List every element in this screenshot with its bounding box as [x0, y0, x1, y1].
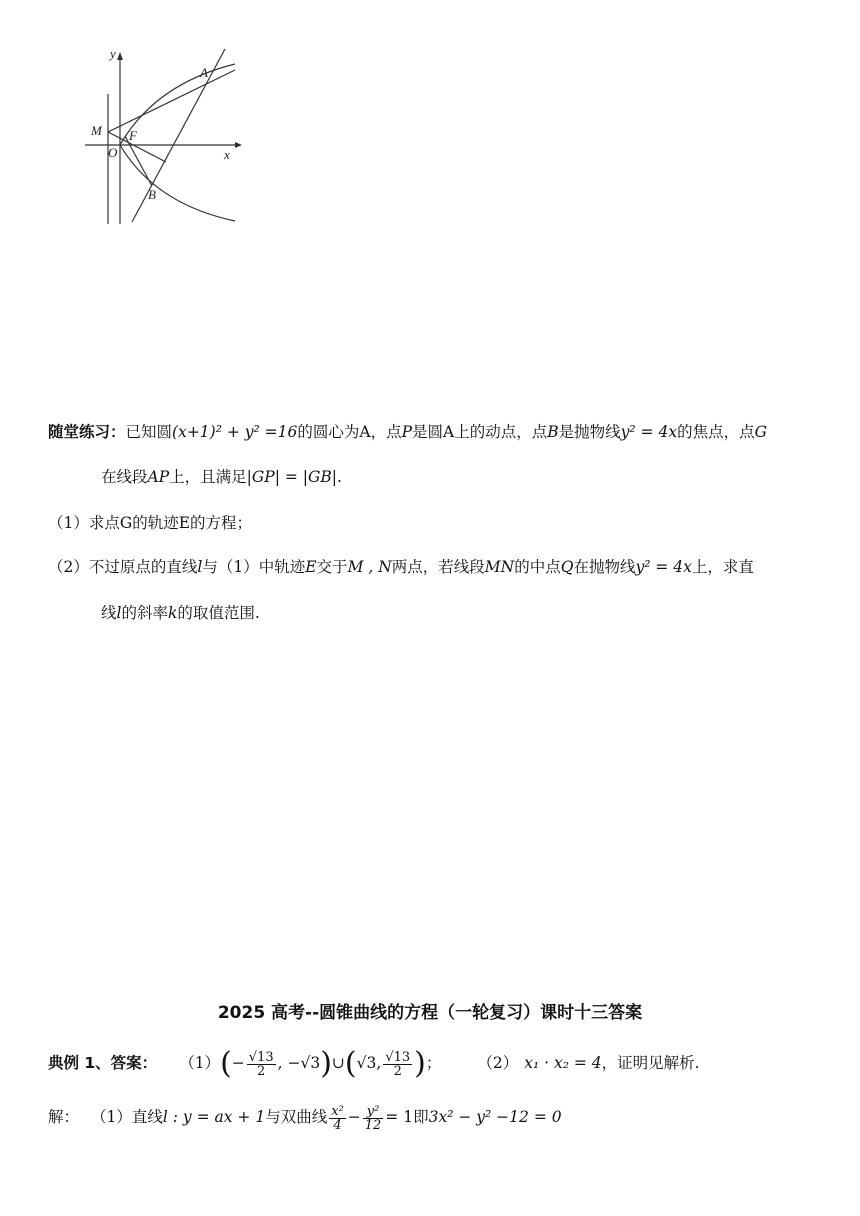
var-ap: AP	[147, 468, 170, 486]
question-2-line-1	[48, 560, 754, 576]
part-2-label: （2）	[477, 1054, 519, 1073]
text: 上，求直	[691, 558, 754, 576]
text: 在线段	[101, 468, 148, 486]
paren: )	[414, 1046, 426, 1081]
fraction-y2-over-12	[363, 1105, 384, 1132]
line-equation: l : y = ax + 1	[162, 1108, 266, 1127]
label-y: y	[110, 46, 116, 61]
text: 即	[413, 1108, 429, 1127]
y-axis-arrow	[117, 52, 123, 60]
text: 的焦点，点	[677, 423, 755, 441]
text: （2）不过原点的直线	[48, 558, 198, 576]
parabola-curve	[120, 64, 235, 221]
numerator: √13	[248, 1049, 274, 1065]
text: 与双曲线	[265, 1108, 328, 1127]
text: 的斜率	[121, 604, 168, 622]
text: 的圆心为A，点	[297, 423, 402, 441]
text: 上，且满足	[169, 468, 247, 486]
parabola-equation: y² = 4x	[620, 423, 678, 441]
minus: −	[231, 1054, 245, 1073]
neg-sqrt3: , −√3	[277, 1054, 321, 1073]
var-l: l	[197, 558, 203, 576]
denominator: 12	[364, 1117, 382, 1133]
union: ∪	[331, 1054, 345, 1073]
label-a: A	[200, 65, 208, 80]
minus-sign: −	[347, 1108, 361, 1127]
var-q: Q	[560, 558, 574, 576]
numerator: x²	[331, 1103, 344, 1119]
sqrt3: √3,	[356, 1054, 382, 1073]
var-p: P	[401, 423, 413, 441]
paren: )	[320, 1046, 332, 1081]
label-o: O	[108, 145, 118, 160]
denominator: 4	[333, 1117, 342, 1133]
line-ma	[108, 70, 235, 132]
exercise-line-1	[48, 424, 767, 441]
product-equation: x₁ · x₂ = 4	[524, 1054, 602, 1073]
var-b: B	[547, 423, 559, 441]
text: 在抛物线	[573, 558, 636, 576]
text: 两点，若线段	[391, 558, 485, 576]
text: 交于	[316, 558, 348, 576]
paren: (	[344, 1046, 357, 1081]
solution-line	[48, 1098, 562, 1138]
label-f: F	[129, 128, 137, 143]
text: 的中点	[514, 558, 561, 576]
text: 的取值范围.	[177, 604, 260, 622]
text: 是抛物线	[558, 423, 621, 441]
fraction-x2-over-4	[329, 1105, 346, 1132]
text: 线	[101, 604, 117, 622]
question-2-line-2	[101, 606, 260, 622]
part-1-label: （1）	[179, 1054, 221, 1073]
line-ab	[132, 49, 225, 222]
question-1: （1）求点G的轨迹E的方程；	[48, 514, 253, 532]
equals-one: = 1	[385, 1108, 414, 1127]
var-k: k	[168, 604, 178, 622]
parabola-figure	[80, 44, 250, 234]
parabola-equation-2: y² = 4x	[635, 558, 692, 576]
answer-example-1	[48, 1044, 700, 1084]
hyperbola-equation: 3x² − y² −12 = 0	[428, 1108, 562, 1127]
numerator: y²	[363, 1105, 384, 1119]
var-e: E	[305, 558, 317, 576]
var-mn: M , N	[347, 558, 392, 576]
proof-note: ，证明见解析.	[601, 1054, 700, 1073]
circle-equation: (x+1)² + y² =16	[172, 423, 298, 441]
text: .	[336, 468, 342, 486]
paren: (	[220, 1046, 232, 1081]
fraction-sqrt13-over-2	[247, 1051, 276, 1078]
example-label: 典例 1、答案：	[48, 1054, 158, 1073]
answers-title: 2025 高考--圆锥曲线的方程（一轮复习）课时十三答案	[217, 1003, 643, 1023]
label-b: B	[148, 187, 156, 202]
var-l: l	[116, 604, 122, 622]
text: （1）直线	[91, 1108, 163, 1127]
text: 与（1）中轨迹	[202, 558, 306, 576]
x-axis-arrow	[235, 142, 242, 148]
semicolon: ；	[425, 1054, 442, 1073]
condition: |GP| = |GB|	[246, 468, 337, 486]
exercise-heading: 随堂练习：	[48, 422, 126, 441]
label-x: x	[224, 147, 230, 162]
var-mn2: MN	[484, 558, 515, 576]
var-g: G	[754, 423, 767, 441]
text: 已知圆	[125, 423, 173, 441]
denominator: 2	[257, 1063, 266, 1079]
solution-label: 解：	[48, 1108, 80, 1127]
text: 是圆A上的动点，点	[412, 423, 548, 441]
denominator: 2	[393, 1063, 402, 1079]
exercise-line-2	[101, 470, 342, 486]
numerator: √13	[385, 1049, 411, 1065]
fraction-sqrt13-over-2-b	[383, 1051, 412, 1078]
label-m: M	[91, 123, 102, 138]
